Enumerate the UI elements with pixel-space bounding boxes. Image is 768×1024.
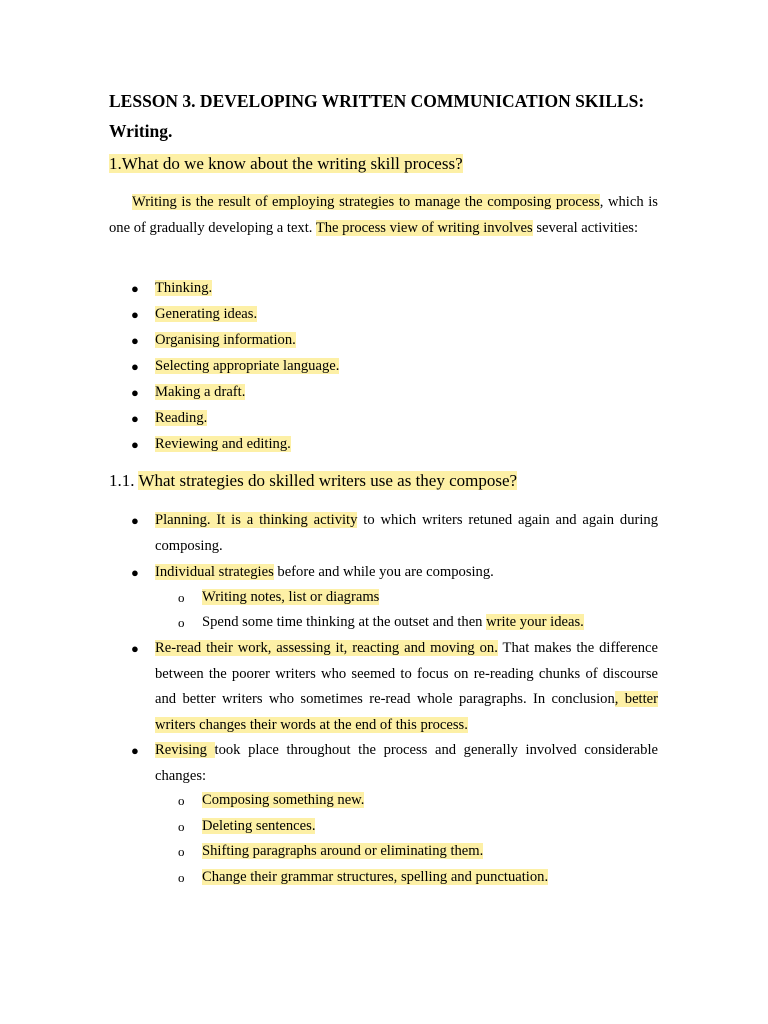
list-item-text: Reading.	[155, 410, 208, 426]
list-item-text: to which writers retuned again and again during composing.	[155, 512, 658, 554]
list-item	[131, 432, 658, 458]
bullet-icon: ●	[131, 437, 139, 452]
sub-list-item	[178, 788, 662, 814]
list-item-highlight: Revising	[155, 742, 215, 758]
sub-list-item-text: Change their grammar structures, spelling and punctuation.	[202, 869, 549, 885]
list-item	[131, 302, 658, 328]
bullet-icon: ●	[131, 281, 139, 296]
para-text-2: several activities:	[532, 219, 639, 236]
list-item-text: Reviewing and editing.	[155, 436, 291, 452]
section2-heading-number: 1.1.	[109, 471, 139, 490]
circle-bullet-icon: o	[178, 844, 185, 859]
list-item-text: Making a draft.	[155, 384, 246, 400]
para-highlight-2: The process view of writing involves	[315, 219, 533, 236]
sub-list-item	[178, 585, 662, 611]
sub-list-item	[178, 865, 662, 891]
lesson-title-line1: LESSON 3. DEVELOPING WRITTEN COMMUNICATION SKILLS:	[109, 91, 645, 111]
bullet-icon: ●	[131, 359, 139, 374]
list-item-text: That makes the difference between the poorer writers who seemed to focus on re-reading chunks of discourse and better writers who sometimes re-read whole paragraphs. In conclusion	[155, 640, 658, 707]
list-item	[131, 636, 658, 738]
section2-heading	[109, 471, 517, 491]
list-item-highlight: Individual strategies	[155, 564, 274, 580]
list-item-text: took place throughout the process and generally involved considerable changes:	[155, 742, 658, 784]
list-item	[131, 508, 658, 559]
bullet-icon: ●	[131, 641, 139, 656]
sub-list-item	[178, 814, 662, 840]
section1-heading	[109, 154, 463, 174]
list-item	[131, 738, 658, 789]
bullet-icon: ●	[131, 385, 139, 400]
list-item-highlight: Re-read their work, assessing it, reacting and moving on.	[155, 640, 498, 656]
bullet-icon: ●	[131, 411, 139, 426]
list-item-text: Thinking.	[155, 280, 213, 296]
section1-heading-text: 1.What do we know about the writing skill process?	[109, 154, 463, 173]
circle-bullet-icon: o	[178, 819, 185, 834]
list-item	[131, 328, 658, 354]
lesson-title	[109, 86, 669, 146]
circle-bullet-icon: o	[178, 793, 185, 808]
sub-list-item-text: Composing something new.	[202, 792, 365, 808]
sub-list-item-text: Writing notes, list or diagrams	[202, 589, 380, 605]
sub-list-item-highlight: write your ideas.	[486, 614, 584, 630]
bullet-icon: ●	[131, 743, 139, 758]
sub-list-item-text: Shifting paragraphs around or eliminating them.	[202, 843, 484, 859]
list-item-text: Organising information.	[155, 332, 296, 348]
bullet-icon: ●	[131, 513, 139, 528]
circle-bullet-icon: o	[178, 615, 185, 630]
list-item-text: Selecting appropriate language.	[155, 358, 340, 374]
sub-list-item	[178, 839, 662, 865]
bullet-icon: ●	[131, 565, 139, 580]
list-item	[131, 406, 658, 432]
sub-list-item-text: Deleting sentences.	[202, 818, 316, 834]
section1-paragraph	[109, 190, 658, 241]
list-item-text: before and while you are composing.	[273, 564, 494, 580]
list-item	[131, 380, 658, 406]
list-item-highlight: Planning. It is a thinking activity	[155, 512, 358, 528]
list-item	[131, 354, 658, 380]
para-highlight-1: Writing is the result of employing strategies to manage the composing process	[132, 194, 600, 210]
list-item	[131, 560, 658, 586]
para-text-1: , which is one of gradually developing a text.	[109, 194, 658, 236]
lesson-title-line2: Writing.	[109, 121, 173, 141]
list-item	[131, 276, 658, 302]
bullet-icon: ●	[131, 333, 139, 348]
sub-list-item-text: Spend some time thinking at the outset and then	[202, 614, 487, 630]
section2-heading-text: What strategies do skilled writers use as they compose?	[138, 471, 518, 490]
list-item-text: Generating ideas.	[155, 306, 258, 322]
bullet-icon: ●	[131, 307, 139, 322]
circle-bullet-icon: o	[178, 590, 185, 605]
list-item-highlight-2: , better writers changes their words at the end of this process.	[155, 691, 658, 733]
circle-bullet-icon: o	[178, 870, 185, 885]
sub-list-item	[178, 610, 662, 636]
